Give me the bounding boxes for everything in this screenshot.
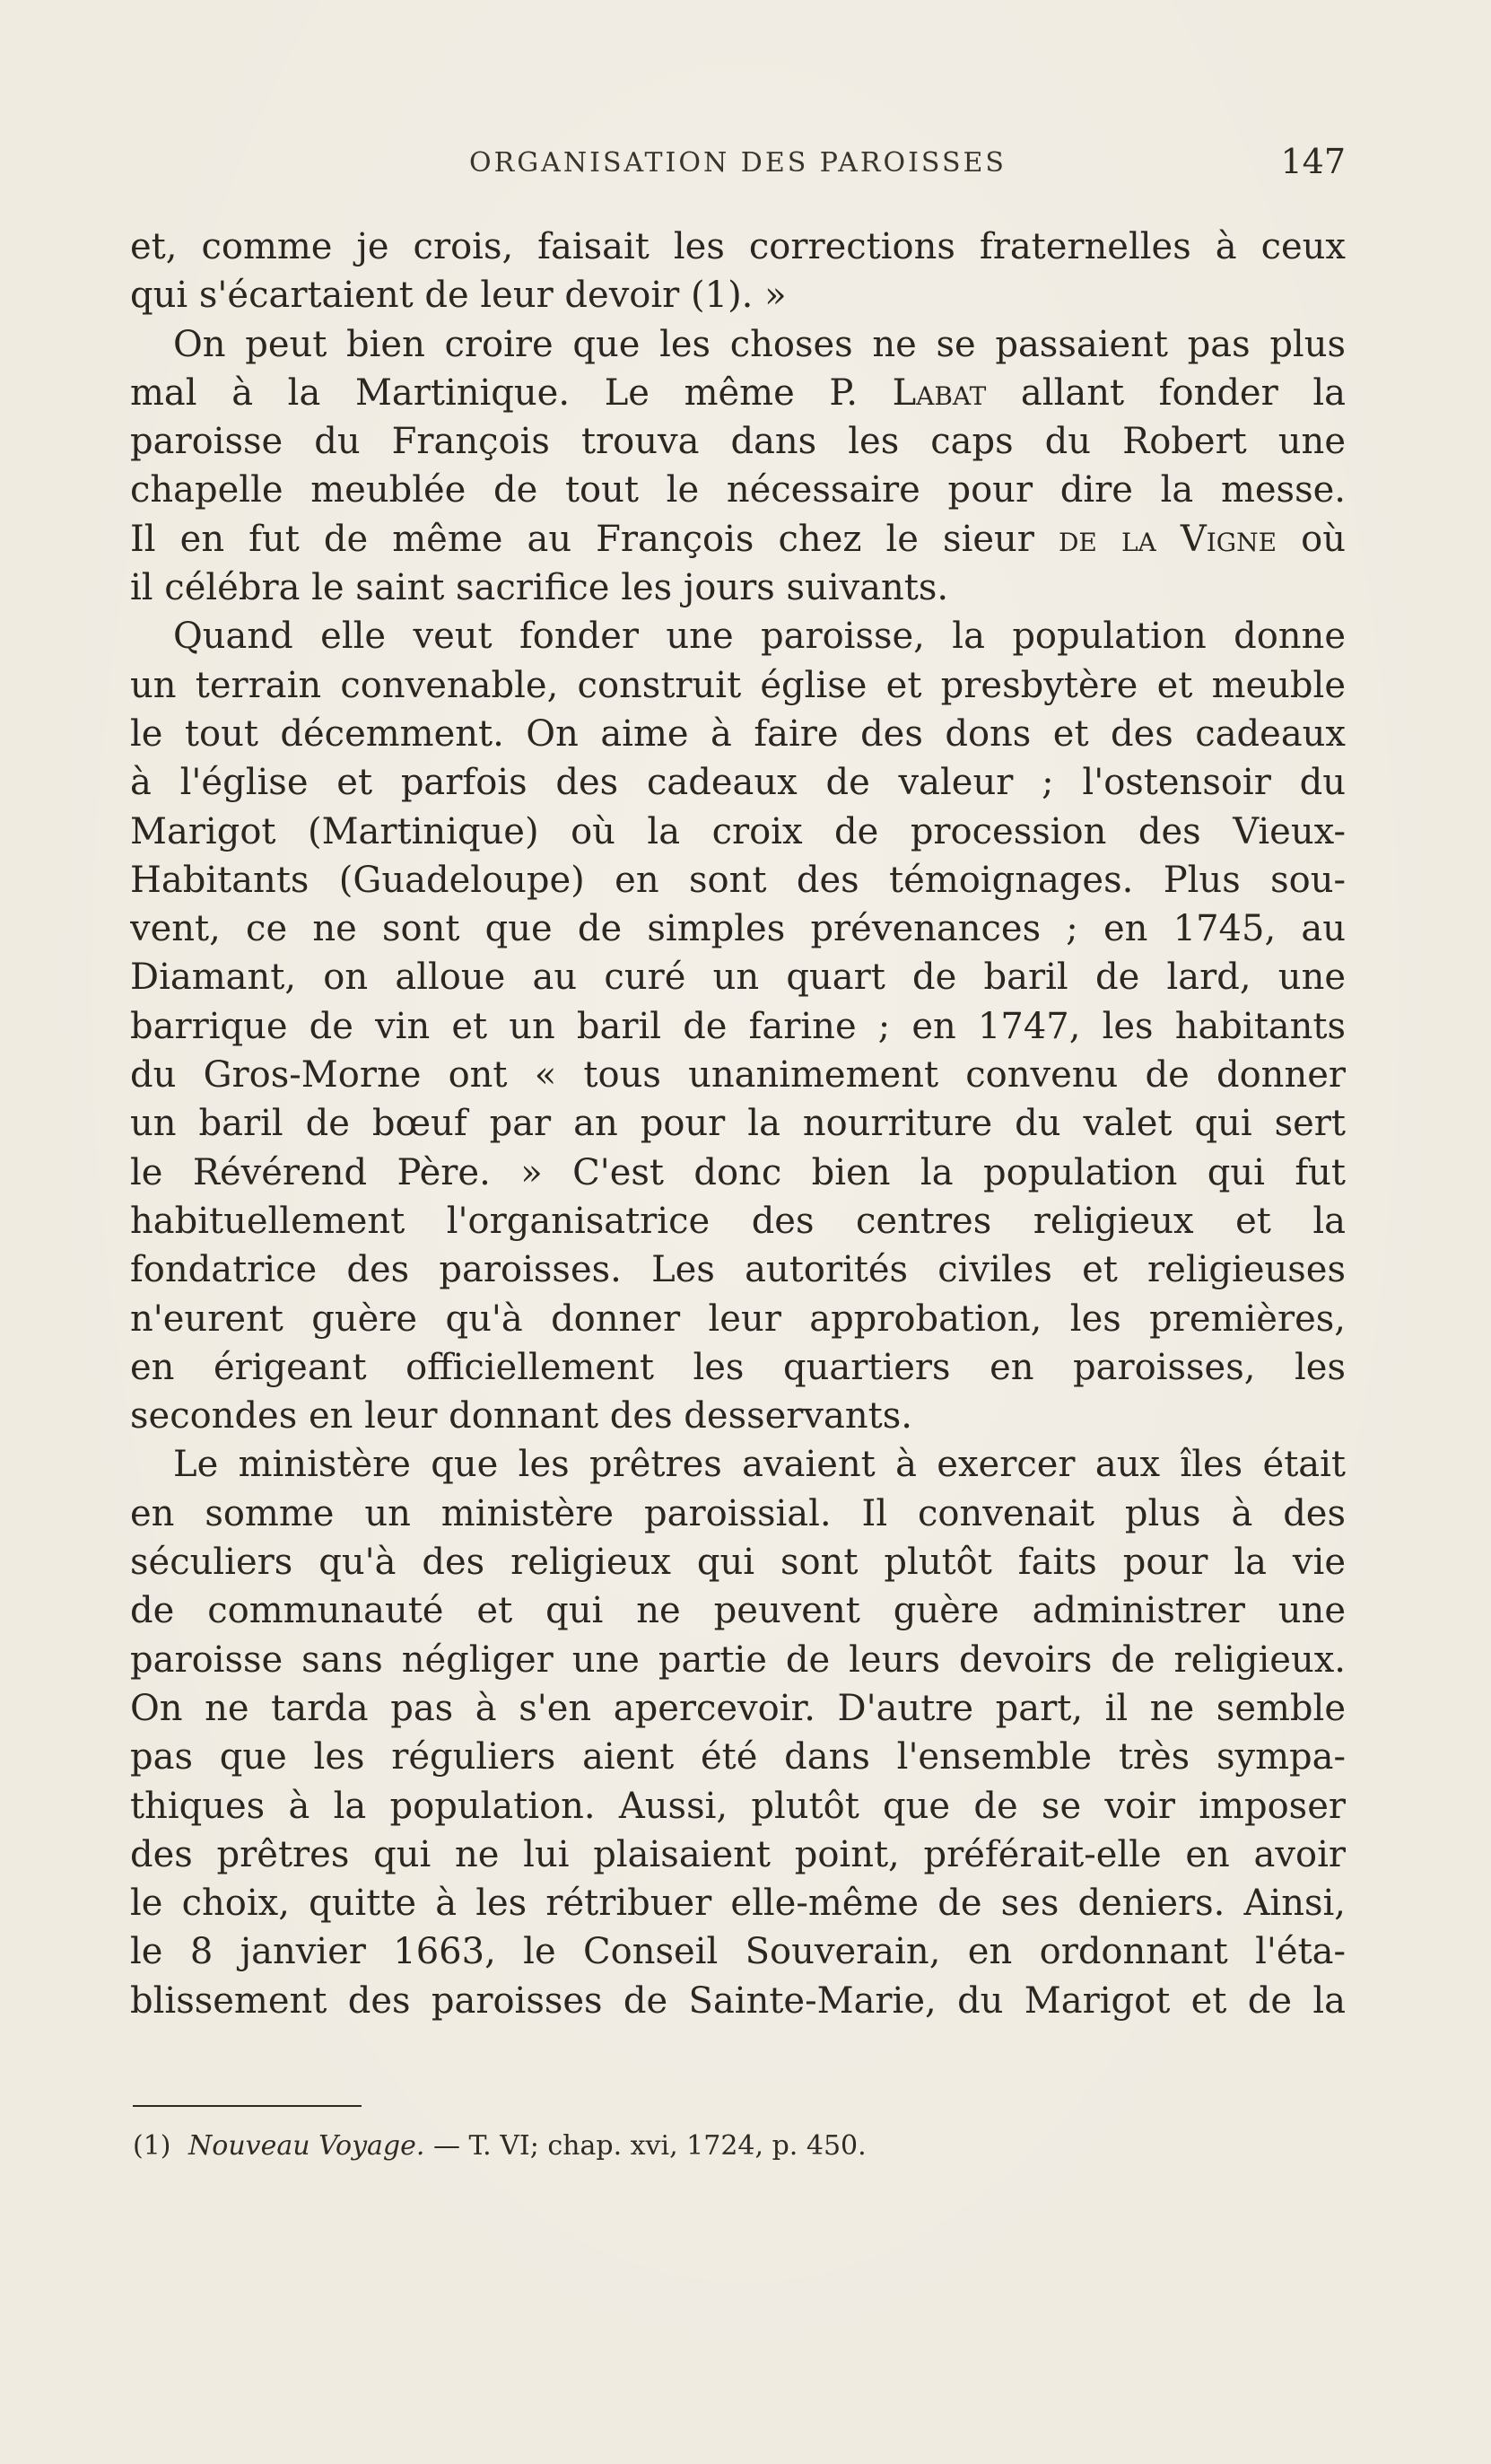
body-text xyxy=(130,223,1346,2025)
text-fragment: où xyxy=(1277,518,1346,560)
text-line: à l'église et parfois des cadeaux de valeur ; l'ostensoir du xyxy=(130,762,1346,804)
text-line: le Révérend Père. » C'est donc bien la population qui fut xyxy=(130,1151,1346,1193)
footnote-rule xyxy=(133,2105,362,2107)
text-line: Diamant, on alloue au curé un quart de baril de lard, une xyxy=(130,957,1346,999)
text-fragment: mal à la Martinique. Le même P. xyxy=(130,371,893,414)
text-line: il célébra le saint sacrifice les jours suivants. xyxy=(130,567,949,609)
text-line: vent, ce ne sont que de simples prévenances ; en 1745, au xyxy=(130,908,1346,950)
text-line: le tout décemment. On aime à faire des dons et des cadeaux xyxy=(130,712,1346,755)
text-line xyxy=(130,369,1346,417)
text-line: barrique de vin et un baril de farine ; en 1747, les habitants xyxy=(130,1005,1346,1047)
text-line: thiques à la population. Aussi, plutôt que de se voir imposer xyxy=(130,1785,1346,1827)
text-line: pas que les réguliers aient été dans l'ensemble très sympa- xyxy=(130,1736,1346,1778)
running-head xyxy=(130,142,1346,190)
footnote-reference: — T. VI; chap. xvi, 1724, p. 450. xyxy=(432,2130,867,2162)
footnote xyxy=(133,2128,1348,2164)
footnote-marker: (1) xyxy=(133,2130,171,2162)
paragraph-start-line: On peut bien croire que les choses ne se passaient pas plus xyxy=(173,323,1346,365)
text-line: qui s'écartaient de leur devoir (1). » xyxy=(130,275,787,317)
paragraph-start-line: Quand elle veut fonder une paroisse, la population donne xyxy=(173,616,1346,658)
name-de-la-vigne: de la Vigne xyxy=(1058,518,1277,560)
text-line: du Gros-Morne ont « tous unanimement convenu de donner xyxy=(130,1054,1346,1097)
text-line: fondatrice des paroisses. Les autorités civiles et religieuses xyxy=(130,1249,1346,1291)
text-line: Habitants (Guadeloupe) en sont des témoignages. Plus sou- xyxy=(130,859,1346,901)
text-line: paroisse du François trouva dans les caps du Robert une xyxy=(130,421,1346,463)
text-line: Marigot (Martinique) où la croix de procession des Vieux- xyxy=(130,810,1346,852)
text-line: des prêtres qui ne lui plaisaient point, préférait-elle en avoir xyxy=(130,1833,1346,1875)
text-line: un baril de bœuf par an pour la nourriture du valet qui sert xyxy=(130,1103,1346,1145)
text-line: et, comme je crois, faisait les corrections fraternelles à ceux xyxy=(130,226,1346,267)
author-name-labat: Labat xyxy=(892,371,987,414)
text-line: en érigeant officiellement les quartiers en paroisses, les xyxy=(130,1346,1346,1388)
text-line: chapelle meublée de tout le nécessaire pour dire la messe. xyxy=(130,469,1346,511)
text-line: de communauté et qui ne peuvent guère administrer une xyxy=(130,1590,1346,1632)
footnote-title: Nouveau Voyage. xyxy=(188,2130,425,2162)
text-line: le 8 janvier 1663, le Conseil Souverain, en ordonnant l'éta- xyxy=(130,1931,1346,1973)
text-line: n'eurent guère qu'à donner leur approbation, les premières, xyxy=(130,1298,1346,1340)
paragraph-start-line: Le ministère que les prêtres avaient à exercer aux îles était xyxy=(173,1444,1346,1486)
text-fragment: Il en fut de même au François chez le sieur xyxy=(130,518,1059,560)
text-line: habituellement l'organisatrice des centres religieux et la xyxy=(130,1200,1346,1242)
text-line: un terrain convenable, construit église et presbytère et meuble xyxy=(130,664,1346,706)
text-fragment: allant fonder la xyxy=(986,371,1346,414)
text-line: On ne tarda pas à s'en apercevoir. D'autre part, il ne semble xyxy=(130,1687,1346,1729)
running-title: ORGANISATION DES PAROISSES xyxy=(469,147,1007,179)
text-line: le choix, quitte à les rétribuer elle-même de ses deniers. Ainsi, xyxy=(130,1883,1346,1925)
text-line: blissement des paroisses de Sainte-Marie, du Marigot et de la xyxy=(130,1979,1346,2022)
text-line: secondes en leur donnant des desservants. xyxy=(130,1395,912,1437)
page-number: 147 xyxy=(1280,142,1346,181)
text-line: séculiers qu'à des religieux qui sont plutôt faits pour la vie xyxy=(130,1542,1346,1584)
text-line: paroisse sans négliger une partie de leurs devoirs de religieux. xyxy=(130,1638,1346,1681)
text-line: en somme un ministère paroissial. Il convenait plus à des xyxy=(130,1492,1346,1534)
text-line xyxy=(130,515,1346,564)
